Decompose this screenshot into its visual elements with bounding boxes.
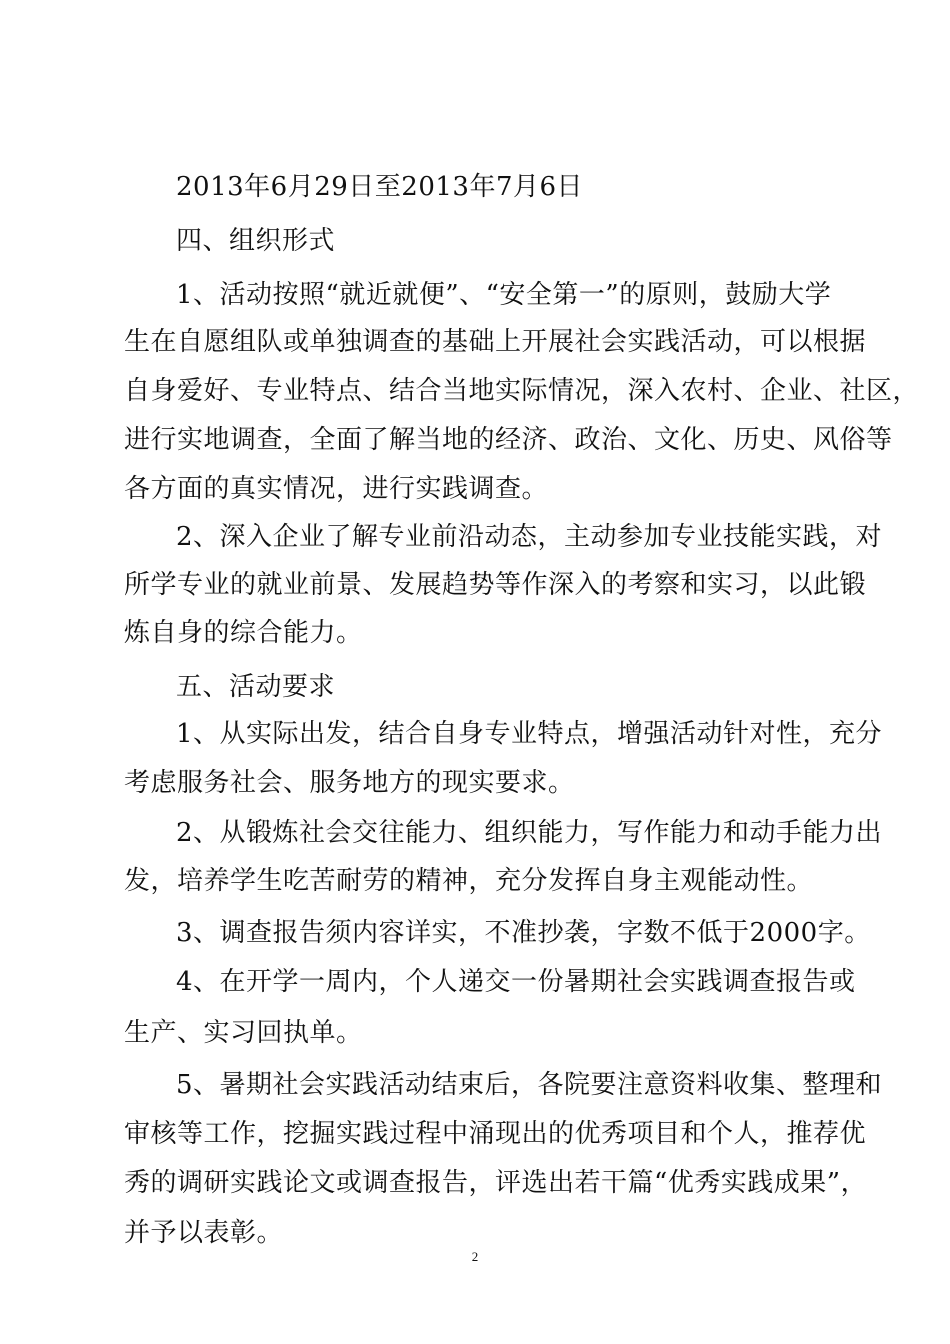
paragraph-line: 5、暑期社会实践活动结束后，各院要注意资料收集、整理和 [176,1070,883,1100]
paragraph-line: 秀的调研实践论文或调查报告，评选出若干篇“优秀实践成果”， [124,1168,868,1198]
paragraph-line: 生在自愿组队或单独调查的基础上开展社会实践活动，可以根据 [124,327,867,357]
paragraph-line: 生产、实习回执单。 [124,1018,363,1048]
paragraph-line: 进行实地调查，全面了解当地的经济、政治、文化、历史、风俗等 [124,425,893,455]
paragraph-line: 1、活动按照“就近就便”、“安全第一”的原则，鼓励大学 [176,280,832,310]
paragraph-line: 4、在开学一周内，个人递交一份暑期社会实践调查报告或 [176,967,856,997]
paragraph-line: 所学专业的就业前景、发展趋势等作深入的考察和实习，以此锻 [124,570,867,600]
paragraph-line: 审核等工作，挖掘实践过程中涌现出的优秀项目和个人，推荐优 [124,1119,867,1149]
section-heading-organization: 四、组织形式 [176,226,336,256]
paragraph-line: 3、调查报告须内容详实，不准抄袭，字数不低于2000字。 [176,918,871,948]
paragraph-line: 考虑服务社会、服务地方的现实要求。 [124,768,575,798]
paragraph-line: 炼自身的综合能力。 [124,618,363,648]
paragraph-line: 自身爱好、专业特点、结合当地实际情况，深入农村、企业、社区， [124,376,920,406]
page-number: 2 [471,1249,479,1264]
paragraph-line: 并予以表彰。 [124,1218,284,1248]
paragraph-line: 2、深入企业了解专业前沿动态，主动参加专业技能实践，对 [176,522,883,552]
paragraph-line: 各方面的真实情况，进行实践调查。 [124,474,549,504]
paragraph-line: 1、从实际出发，结合自身专业特点，增强活动针对性，充分 [176,719,883,749]
paragraph-line: 发，培养学生吃苦耐劳的精神，充分发挥自身主观能动性。 [124,866,814,896]
paragraph-line: 2、从锻炼社会交往能力、组织能力，写作能力和动手能力出 [176,818,883,848]
date-range-line: 2013年6月29日至2013年7月6日 [176,172,584,202]
section-heading-requirements: 五、活动要求 [176,672,336,702]
